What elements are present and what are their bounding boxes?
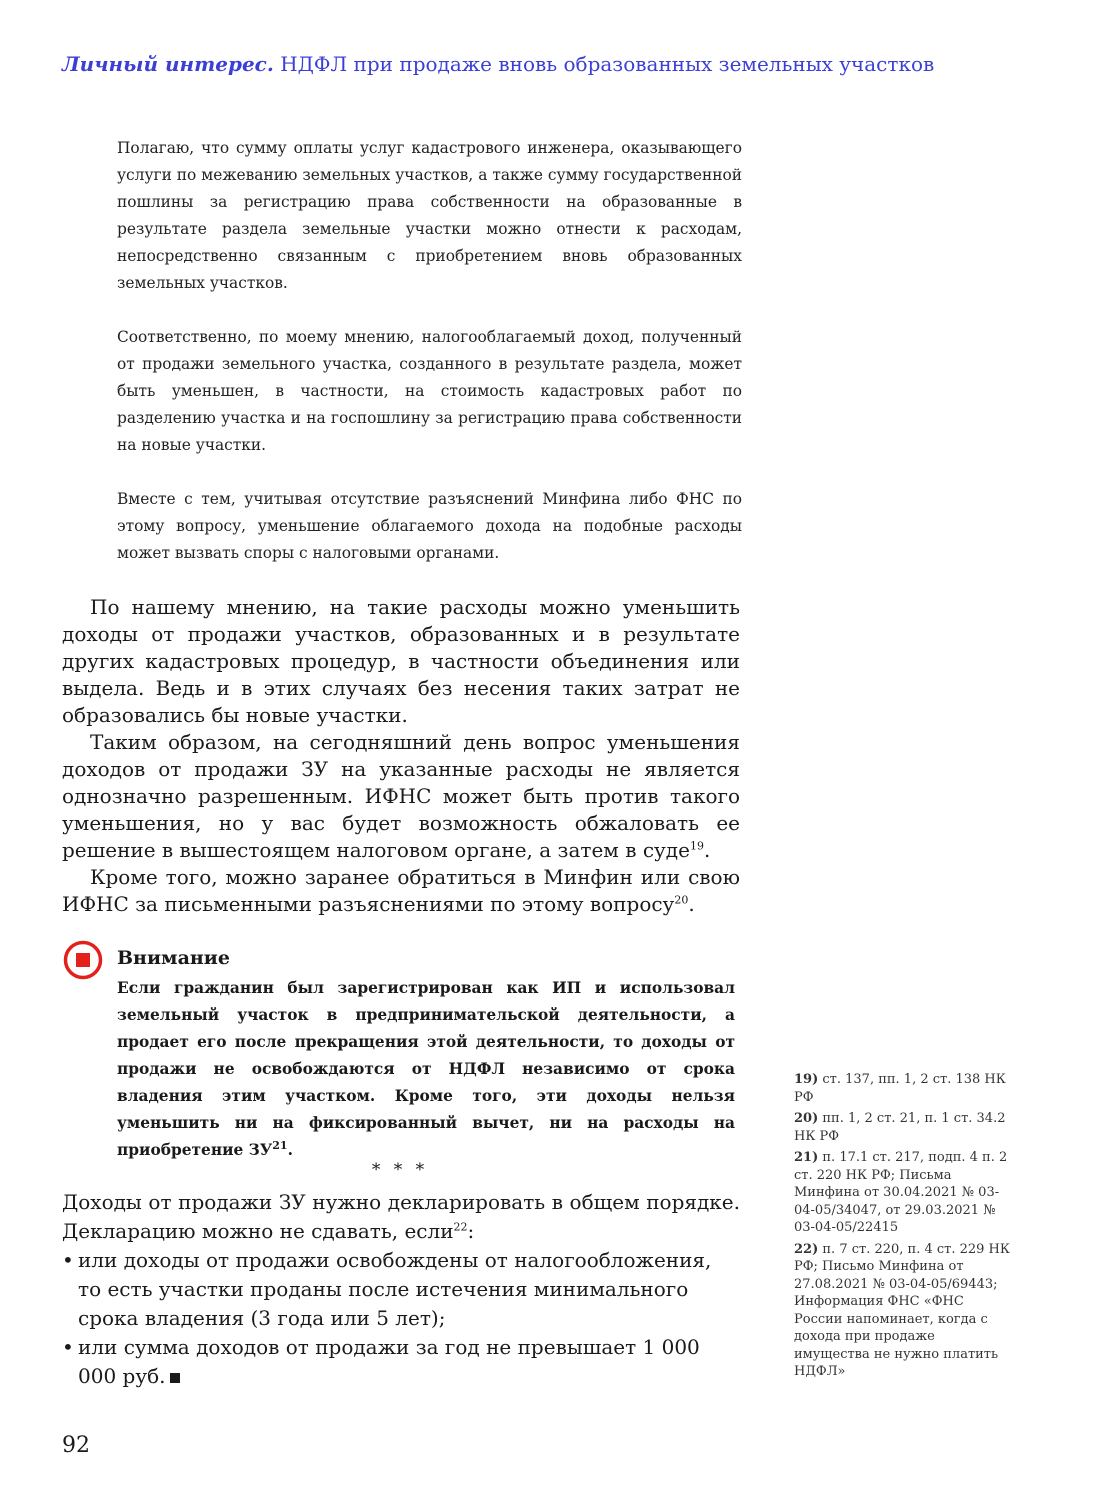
footnotes bbox=[794, 1071, 1014, 1385]
footnote-ref: 21 bbox=[272, 1138, 288, 1152]
quote-paragraph: Полагаю, что сумму оплаты услуг кадастрового инженера, оказывающего услуги по межеванию земельных участков, а также сумму государственной пошлины за регистрацию права собственности на образованные в результате раздела земельные участки можно отнести к расходам, непосредственно связанным с приобретением вновь образованных земельных участков. bbox=[117, 139, 742, 292]
section-name: Личный интерес. bbox=[62, 52, 274, 76]
attention-title: Внимание bbox=[117, 947, 230, 969]
footnote-ref: 22 bbox=[453, 1220, 468, 1234]
bullet-icon: • bbox=[62, 1335, 74, 1359]
footnote: 22) п. 7 ст. 220, п. 4 ст. 229 НК РФ; Письмо Минфина от 27.08.2021 № 03-04-05/69443; Информация ФНС «ФНС России напоминает, когда с дохода при продаже имущества не нужно платить НДФЛ» bbox=[794, 1241, 1010, 1379]
body-paragraph: Таким образом, на сегодняшний день вопрос уменьшения доходов от продажи ЗУ на указанные расходы не является однозначно разрешенным. ИФНС может быть против такого уменьшения, но у вас будет возможность обжаловать ее решение в вышестоящем налоговом органе, а затем в суде$^{19}$. bbox=[62, 730, 740, 862]
conditions-list bbox=[62, 1246, 740, 1391]
list-item: • или доходы от продажи освобождены от налогообложения, то есть участки проданы после истечения минимального срока владения (3 года или 5 лет); bbox=[62, 1248, 712, 1330]
declaration-text bbox=[62, 1188, 740, 1391]
expert-quote bbox=[117, 135, 742, 594]
body-paragraph: Доходы от продажи ЗУ нужно декларировать в общем порядке. Декларацию можно не сдавать, если$^{22}$: bbox=[62, 1190, 740, 1243]
section-separator: * * * bbox=[371, 1160, 429, 1180]
body-text bbox=[62, 594, 740, 918]
bullet-icon: • bbox=[62, 1248, 74, 1272]
list-item: • или сумма доходов от продажи за год не превышает 1 000 000 руб. bbox=[62, 1335, 700, 1388]
footnote-ref: 19 bbox=[689, 839, 704, 853]
page-number: 92 bbox=[62, 1433, 90, 1458]
footnote: 20) пп. 1, 2 ст. 21, п. 1 ст. 34.2 НК РФ bbox=[794, 1111, 1006, 1144]
quote-paragraph: Соответственно, по моему мнению, налогооблагаемый доход, полученный от продажи земельного участка, созданного в результате раздела, может быть уменьшен, в частности, на стоимость кадастровых работ по разделению участка и на госпошлину за регистрацию права собственности на новые участки. bbox=[117, 328, 742, 454]
footnote-ref: 20 bbox=[674, 893, 689, 907]
square-end-icon bbox=[170, 1373, 180, 1383]
body-paragraph: Кроме того, можно заранее обратиться в Минфин или свою ИФНС за письменными разъяснениями по этому вопросу$^{20}$. bbox=[62, 865, 740, 916]
attention-text: Если гражданин был зарегистрирован как ИП и использовал земельный участок в предпринимательской деятельности, а продает его после прекращения этой деятельности, то доходы от продажи не освобождаются от НДФЛ независимо от срока владения этим участком. Кроме того, эти доходы нельзя уменьшить ни на фиксированный вычет, ни на расходы на приобретение ЗУ$^{21}$. bbox=[117, 979, 735, 1159]
footnote: 19) ст. 137, пп. 1, 2 ст. 138 НК РФ bbox=[794, 1072, 1006, 1105]
footnote: 21) п. 17.1 ст. 217, подп. 4 п. 2 ст. 220 НК РФ; Письма Минфина от 30.04.2021 № 03-04-05/34047, от 29.03.2021 № 03-04-05/22415 bbox=[794, 1150, 1008, 1235]
stop-icon bbox=[63, 940, 103, 980]
quote-paragraph: Вместе с тем, учитывая отсутствие разъяснений Минфина либо ФНС по этому вопросу, уменьшение облагаемого дохода на подобные расходы может вызвать споры с налоговыми органами. bbox=[117, 490, 742, 562]
running-head bbox=[62, 52, 1062, 76]
body-paragraph: По нашему мнению, на такие расходы можно уменьшить доходы от продажи участков, образованных и в результате других кадастровых процедур, в частности объединения или выдела. Ведь и в этих случаях без несения таких затрат не образовались бы новые участки. bbox=[62, 595, 740, 727]
article-title: НДФЛ при продаже вновь образованных земельных участков bbox=[280, 52, 935, 76]
